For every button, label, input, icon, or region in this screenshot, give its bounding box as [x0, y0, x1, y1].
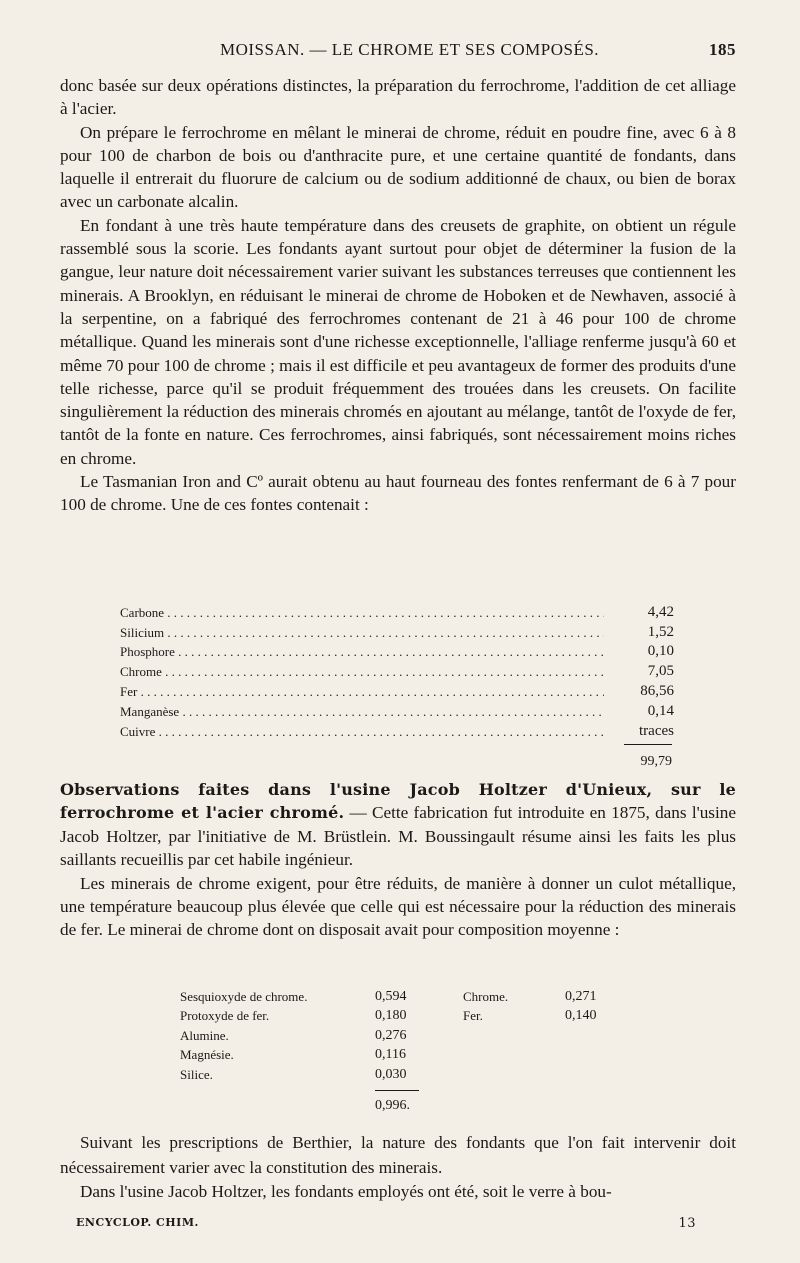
table-value: 0,276	[375, 1027, 407, 1043]
table-value: 0,594	[375, 988, 407, 1004]
table-label: Silicium . . .	[120, 625, 604, 641]
section-heading: Observations faites dans l'usine Jacob Holtzer d'Unieux, sur le ferrochrome et l'acier chromé.	[60, 780, 736, 823]
sheet-number: 13	[678, 1216, 696, 1231]
table-row	[120, 680, 674, 700]
paragraph: donc basée sur deux opérations distinctes, la préparation du ferrochrome, l'addition de cet alliage à l'acier.	[60, 76, 736, 119]
table-label: Silice.	[180, 1066, 213, 1082]
section-paragraph	[60, 778, 736, 872]
running-title: MOISSAN. — LE CHROME ET SES COMPOSÉS.	[220, 40, 600, 59]
page-footer	[76, 1216, 696, 1234]
table-row	[180, 1024, 640, 1044]
table-label: Magnésie.	[180, 1047, 234, 1062]
section-text	[60, 778, 736, 942]
table-total: 99,79	[640, 754, 672, 769]
closing-text	[60, 1131, 736, 1205]
table-value: 0,14	[647, 702, 674, 719]
table-value: 0,140	[565, 1008, 597, 1023]
table-row	[180, 1005, 640, 1025]
table-row	[120, 720, 674, 740]
table-label: Chrome.	[463, 988, 509, 1004]
table-value: traces	[639, 722, 674, 739]
table-label: Cuivre . . .	[120, 724, 604, 740]
table-row	[120, 601, 674, 621]
table-label: Fer.	[463, 1008, 483, 1023]
table-label: Manganèse . . .	[120, 704, 604, 720]
sum-rule	[624, 744, 672, 745]
table-row	[120, 700, 674, 720]
table-value: 7,05	[647, 663, 674, 680]
composition-table	[120, 601, 674, 740]
signature-mark: ENCYCLOP. CHIM.	[76, 1216, 199, 1229]
table-label: Sesquioxyde de chrome.	[180, 988, 308, 1004]
paragraph: Le Tasmanian Iron and Cº aurait obtenu au haut fourneau des fontes renfermant de 6 à 7 pour 100 de chrome. Une de ces fontes contenait :	[60, 472, 736, 515]
table-label: Protoxyde de fer.	[180, 1008, 270, 1023]
table-label: Chrome . . .	[120, 664, 604, 680]
table-total: 0,996.	[375, 1098, 410, 1113]
table-label: Alumine.	[180, 1027, 229, 1043]
table-label: Carbone . . .	[120, 605, 604, 621]
section-intro: — Cette fabrication fut introduite en 1875, dans l'usine Jacob Holtzer, par l'initiative de M. Brüstlein. M. Boussingault résume ainsi les faits les plus saillants recueillis par cet habile ingénieur.	[60, 803, 736, 870]
running-header	[60, 40, 736, 66]
sum-rule	[375, 1090, 419, 1091]
table-value: 0,10	[647, 643, 674, 660]
paragraph: En fondant à une très haute température dans des creusets de graphite, on obtient un régule rassemblé sous la scorie. Les fondants ayant surtout pour objet de déterminer la fusion de la gangue, leur nature doit nécessairement varier suivant les substances terreuses que contiennent les minerais. A Brooklyn, en réduisant le minerai de chrome de Hoboken et de Newhaven, associé à la serpentine, on a fabriqué des ferrochromes contenant de 21 à 46 pour 100 de chrome métallique. Quand les minerais sont d'une richesse exceptionnelle, l'alliage renferme jusqu'à 60 et même 70 pour 100 de chrome ; mais il est difficile et peu avantageux de former des produits d'une telle richesse, parce qu'il se produit fréquemment des trouées dans les creusets. On facilite singulièrement la réduction des minerais chromés en ajoutant au mélange, tantôt de l'oxyde de fer, tantôt de la fonte en nature. Ces ferrochromes, ainsi fabriqués, sont nécessairement moins riches en chrome.	[60, 215, 736, 468]
table-value: 4,42	[647, 603, 674, 620]
paragraph: Les minerais de chrome exigent, pour être réduits, de manière à donner un culot métallique, une température beaucoup plus élevée que celle qui est nécessaire pour la réduction des minerais de fer. Le minerai de chrome dont on disposait avait pour composition moyenne :	[60, 873, 736, 940]
table-value: 1,52	[647, 623, 674, 640]
table-row	[120, 660, 674, 680]
table-row	[180, 1044, 640, 1064]
table-value: 0,180	[375, 1008, 407, 1023]
table-row	[180, 1063, 640, 1083]
table-label: Phosphore . . .	[120, 644, 604, 660]
table-row	[120, 621, 674, 641]
table-value: 0,116	[375, 1047, 406, 1062]
paragraph: Suivant les prescriptions de Berthier, la nature des fondants que l'on fait intervenir doit nécessairement varier avec la constitution des minerais.	[60, 1133, 736, 1177]
table-label: Fer . . .	[120, 684, 604, 700]
paragraph: Dans l'usine Jacob Holtzer, les fondants employés ont été, soit le verre à bou-	[80, 1182, 612, 1201]
table-row	[120, 641, 674, 661]
paragraph: On prépare le ferrochrome en mêlant le minerai de chrome, réduit en poudre fine, avec 6 à 8 pour 100 de charbon de bois ou d'anthracite pure, et une certaine quantité de fondants, dans laquelle il entrerait du fluorure de calcium ou de sodium additionné de chaux, ou bien de borax avec un carbonate alcalin.	[60, 122, 736, 212]
table-value: 0,271	[565, 988, 597, 1004]
ore-composition-table	[180, 985, 640, 1083]
table-value: 86,56	[640, 682, 674, 699]
table-row	[180, 985, 640, 1005]
body-text	[60, 74, 736, 517]
page-number: 185	[709, 40, 736, 59]
table-value: 0,030	[375, 1066, 407, 1082]
